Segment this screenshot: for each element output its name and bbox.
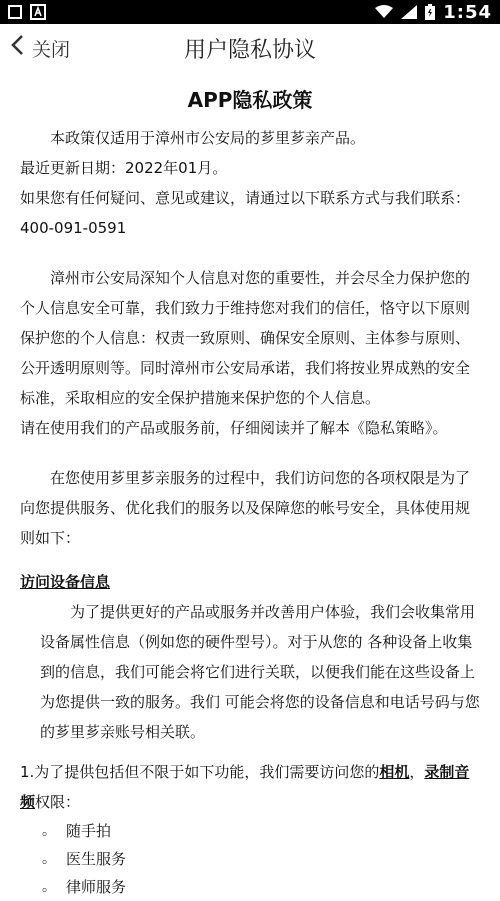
bullet-icon: 。 — [42, 879, 56, 895]
close-button[interactable] — [10, 24, 70, 72]
wifi-icon — [375, 5, 393, 19]
spacer — [20, 443, 480, 463]
signal-icon — [401, 5, 417, 19]
policy-content[interactable] — [0, 84, 500, 901]
page-title: 用户隐私协议 — [183, 37, 316, 63]
paragraph-updated: 最近更新日期：2022年01月。 — [20, 159, 228, 177]
spacer — [20, 553, 480, 563]
permission-item-1 — [20, 757, 480, 817]
title-bar — [0, 24, 500, 72]
list-item — [20, 873, 480, 901]
status-bar — [0, 0, 500, 24]
paragraph-read-policy: 请在使用我们的产品或服务前，仔细阅读并了解本《隐私策略》。 — [20, 419, 448, 437]
policy-heading: APP隐私政策 — [187, 88, 313, 112]
close-label: 关闭 — [32, 38, 71, 61]
permission-separator: ， — [409, 763, 425, 781]
bullet-icon: 。 — [42, 823, 56, 839]
list-item — [20, 817, 480, 845]
chevron-left-icon — [10, 24, 24, 72]
list-item — [20, 845, 480, 873]
paragraph-principles: 漳州市公安局深知个人信息对您的重要性，并会尽全力保护您的个人信息安全可靠，我们致力于维持您对我们的信任，恪守以下原则保护您的个人信息：权责一致原则、确保安全原则、主体参与原则、公开透明原则等。同时漳州市公安局承诺，我们将按业界成熟的安全标准，采取相应的安全保护措施来保护您的个人信息。 — [20, 269, 471, 407]
spacer — [20, 243, 480, 263]
status-time: 1:54 — [443, 1, 492, 23]
permission-camera: 相机 — [379, 763, 410, 781]
list-item-label: 随手拍 — [66, 822, 112, 840]
section-title-device-info: 访问设备信息 — [20, 573, 111, 591]
permission-item-1-suffix: 权限： — [35, 793, 81, 811]
paragraph-contact: 如果您有任何疑问、意见或建议，请通过以下联系方式与我们联系： — [20, 189, 471, 207]
battery-icon — [425, 4, 435, 20]
permission-audio: 录制音频 — [20, 763, 470, 811]
spacer — [20, 747, 480, 757]
section-text-device-info: 为了提供更好的产品或服务并改善用户体验，我们会收集常用设备属性信息（例如您的硬件型号）。对于从您的 各种设备上收集到的信息，我们可能会将它们进行关联，以便我们能在这些设备上为您提供一致的服务。我们 可能会将您的设备信息和电话号码与您的芗里芗亲账号相关联。 — [40, 603, 480, 741]
paragraph-scope: 本政策仅适用于漳州市公安局的芗里芗亲产品。 — [50, 129, 366, 147]
bullet-icon: 。 — [42, 851, 56, 867]
contact-phone: 400-091-0591 — [20, 219, 127, 237]
notification-square-icon — [8, 5, 22, 19]
list-item-label: 律师服务 — [66, 878, 127, 896]
permission-item-1-prefix: 1.为了提供包括但不限于如下功能，我们需要访问您的 — [20, 763, 380, 781]
app-a-icon — [30, 4, 46, 20]
paragraph-permissions-intro: 在您使用芗里芗亲服务的过程中，我们访问您的各项权限是为了向您提供服务、优化我们的服务以及保障您的帐号安全，具体使用规则如下： — [20, 469, 471, 547]
list-item-label: 医生服务 — [66, 850, 127, 868]
